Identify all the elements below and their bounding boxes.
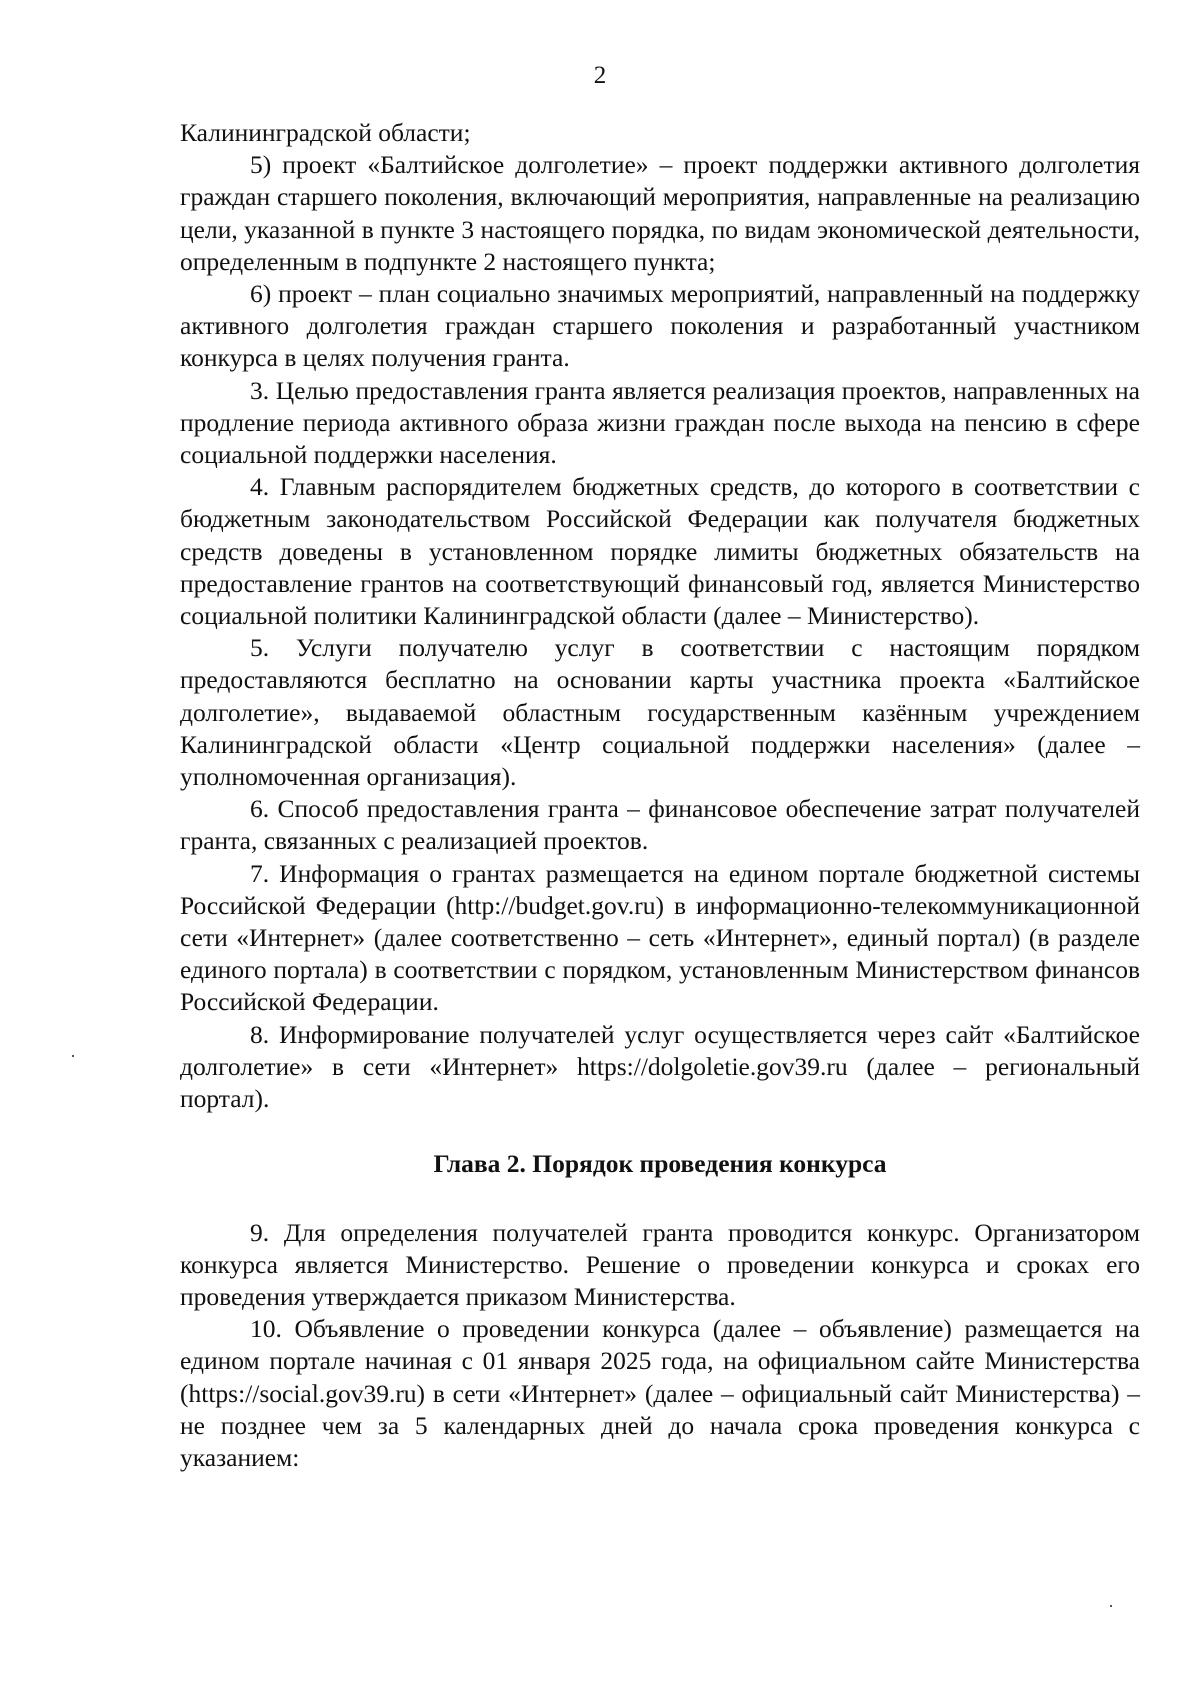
- document-body: [180, 117, 1140, 1474]
- scan-speck: [72, 1055, 74, 1057]
- paragraph-s4: 4. Главным распорядителем бюджетных средств, до которого в соответствии с бюджетным законодательством Российской Федерации как получателя бюджетных средств доведены в установленном порядке лимиты бюджетных обязательств на предоставление грантов на соответствующий финансовый год, является Министерство социальной политики Калининградской области (далее – Министерство).: [180, 472, 1140, 631]
- paragraph-p5: 5) проект «Балтийское долголетие» – проект поддержки активного долголетия граждан старшего поколения, включающий мероприятия, направленные на реализацию цели, указанной в пункте 3 настоящего порядка, по видам экономической деятельности, определенным в подпункте 2 настоящего пункта;: [180, 150, 1140, 276]
- paragraph-s6: 6. Способ предоставления гранта – финансовое обеспечение затрат получателей гранта, связанных с реализацией проектов.: [180, 794, 1140, 856]
- paragraph-s8: 8. Информирование получателей услуг осуществляется через сайт «Балтийское долголетие» в сети «Интернет» https://dolgoletie.gov39.ru (далее – региональный портал).: [180, 1019, 1140, 1114]
- paragraph-s10: 10. Объявление о проведении конкурса (далее – объявление) размещается на едином портале начиная с 01 января 2025 года, на официальном сайте Министерства (https://social.gov39.ru) в сети «Интернет» (далее – официальный сайт Министерства) – не позднее чем за 5 календарных дней до начала срока проведения конкурса с указанием:: [180, 1314, 1140, 1472]
- paragraph-s5: 5. Услуги получателю услуг в соответствии с настоящим порядком предоставляются бесплатно на основании карты участника проекта «Балтийское долголетие», выдаваемой областным государственным казённым учреждением Калининградской области «Центр социальной поддержки населения» (далее – уполномоченная организация).: [180, 633, 1140, 792]
- paragraphs-top: [180, 117, 1140, 1115]
- paragraph-s9: 9. Для определения получателей гранта проводится конкурс. Организатором конкурса является Министерство. Решение о проведении конкурса и сроках его проведения утверждается приказом Министерства.: [180, 1217, 1140, 1311]
- paragraph-p0: Калининградской области;: [180, 118, 471, 147]
- paragraph-p6: 6) проект – план социально значимых мероприятий, направленный на поддержку активного долголетия граждан старшего поколения и разработанный участником конкурса в целях получения гранта.: [180, 279, 1140, 373]
- paragraph-s7: 7. Информация о грантах размещается на едином портале бюджетной системы Российской Федерации (http://budget.gov.ru) в информационно-телекоммуникационной сети «Интернет» (далее соответственно – сеть «Интернет», единый портал) (в разделе единого портала) в соответствии с порядком, установленным Министерством финансов Российской Федерации.: [180, 858, 1140, 1017]
- paragraph-s3: 3. Целью предоставления гранта является реализация проектов, направленных на продление периода активного образа жизни граждан после выхода на пенсию в сфере социальной поддержки населения.: [180, 375, 1140, 470]
- chapter-heading: Глава 2. Порядок проведения конкурса: [433, 1149, 887, 1179]
- paragraphs-bottom: [180, 1217, 1140, 1475]
- scan-speck: [1110, 1605, 1112, 1607]
- page-number: 2: [593, 62, 607, 89]
